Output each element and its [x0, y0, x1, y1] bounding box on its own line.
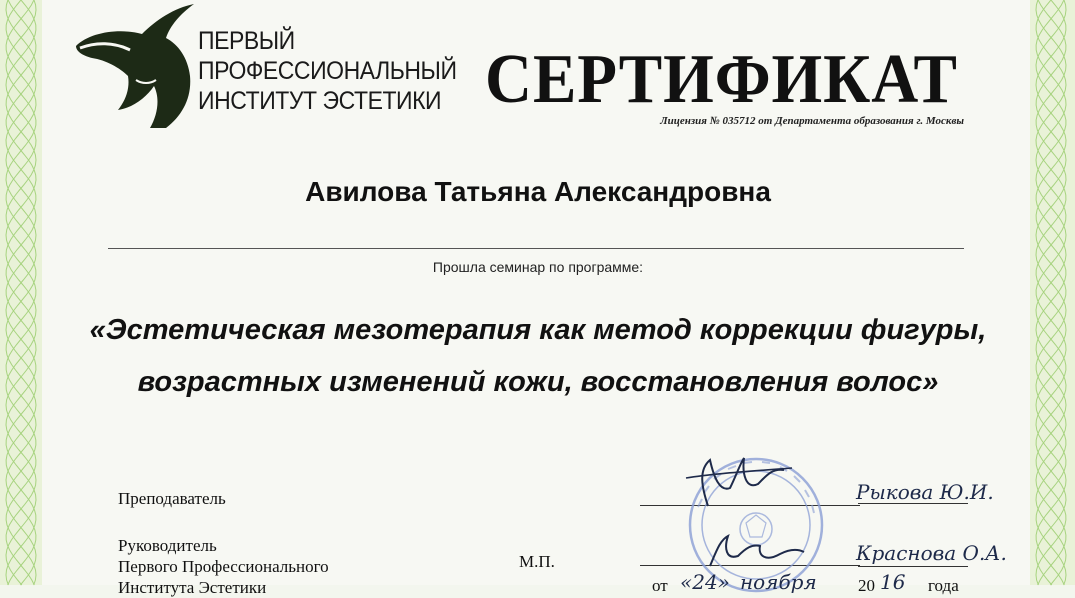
director-name-handwritten: Краснова О.А.: [856, 541, 1007, 565]
license-line: Лицензия № 035712 от Департамента образования г. Москвы: [660, 115, 964, 127]
date-year: 16: [880, 570, 906, 594]
woman-silhouette-logo-icon: [70, 2, 200, 128]
certificate-title: СЕРТИФИКАТ: [485, 41, 958, 118]
logo-line-1: ПЕРВЫЙ: [198, 27, 295, 55]
date-month: ноября: [740, 570, 817, 594]
director-label-line-1: Руководитель: [118, 536, 217, 555]
teacher-signature: [680, 448, 800, 514]
date-suffix: года: [928, 576, 959, 595]
institute-logo-text: [198, 26, 457, 116]
program-title-line-2: возрастных изменений кожи, восстановления волос»: [137, 366, 939, 398]
director-name-line: [858, 566, 968, 567]
director-label-line-3: Института Эстетики: [118, 578, 267, 597]
recipient-name: Авилова Татьяна Александровна: [305, 176, 771, 207]
program-title: [40, 304, 1036, 408]
stamp-label: М.П.: [519, 552, 555, 571]
teacher-name-handwritten: Рыкова Ю.И.: [856, 480, 994, 504]
name-underline: [108, 248, 964, 249]
logo-line-2: ПРОФЕССИОНАЛЬНЫЙ: [198, 57, 457, 85]
teacher-label: Преподаватель: [118, 489, 226, 508]
program-caption: Прошла семинар по программе:: [432, 259, 644, 275]
date-prefix: от: [652, 576, 668, 595]
director-label-line-2: Первого Профессионального: [118, 557, 329, 576]
program-title-line-1: «Эстетическая мезотерапия как метод коррекции фигуры,: [89, 314, 987, 346]
date-day: «24»: [680, 570, 730, 594]
logo-line-3: ИНСТИТУТ ЭСТЕТИКИ: [198, 87, 442, 115]
date-year-prefix: 20: [858, 576, 875, 595]
